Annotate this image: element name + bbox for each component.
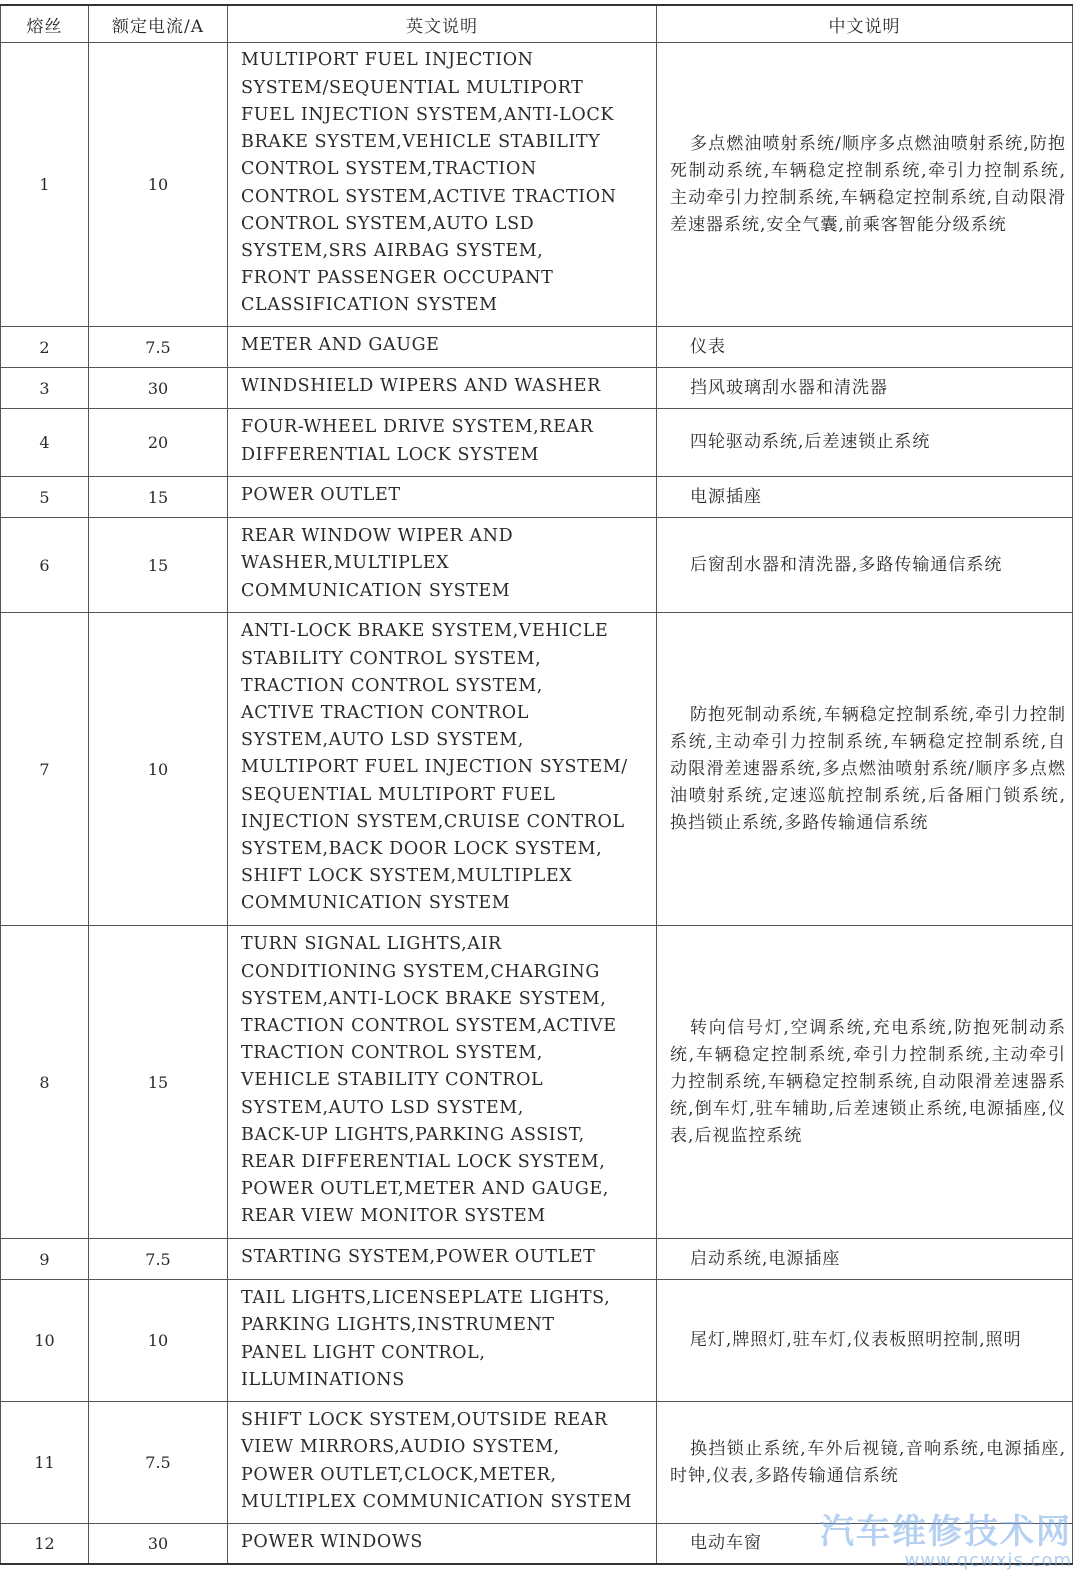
table-row [1, 368, 1073, 409]
current-cell: 10 [89, 43, 228, 327]
chinese-cell: 尾灯,牌照灯,驻车灯,仪表板照明控制,照明 [657, 1280, 1073, 1402]
english-cell: TAIL LIGHTS,LICENSEPLATE LIGHTS, PARKING LIGHTS,INSTRUMENT PANEL LIGHT CONTROL, ILLUMINATIONS [228, 1280, 657, 1402]
english-cell: STARTING SYSTEM,POWER OUTLET [228, 1239, 657, 1280]
watermark-title: 汽车维修技术网 [820, 1512, 1072, 1552]
current-cell: 7.5 [89, 1402, 228, 1524]
watermark-url: www.qcwxjs.com [904, 1550, 1072, 1571]
fuse-cell: 9 [1, 1239, 89, 1280]
current-cell: 15 [89, 477, 228, 518]
english-cell: MULTIPORT FUEL INJECTION SYSTEM/SEQUENTIAL MULTIPORT FUEL INJECTION SYSTEM,ANTI-LOCK BRAKE SYSTEM,VEHICLE STABILITY CONTROL SYSTEM,TRACTION CONTROL SYSTEM,ACTIVE TRACTION CONTROL SYSTEM,AUTO LSD SYSTEM,SRS AIRBAG SYSTEM, FRONT PASSENGER OCCUPANT CLASSIFICATION SYSTEM [228, 43, 657, 327]
table-row [1, 1402, 1073, 1524]
chinese-cell: 启动系统,电源插座 [657, 1239, 1073, 1280]
english-cell: WINDSHIELD WIPERS AND WASHER [228, 368, 657, 409]
fuse-cell: 8 [1, 926, 89, 1239]
fuse-cell: 2 [1, 327, 89, 368]
english-cell: POWER WINDOWS [228, 1524, 657, 1564]
chinese-cell: 电动车窗 [657, 1524, 1073, 1564]
current-cell: 30 [89, 368, 228, 409]
chinese-cell: 防抱死制动系统,车辆稳定控制系统,牵引力控制系统,主动牵引力控制系统,车辆稳定控制系统,自动限滑差速器系统,多点燃油喷射系统/顺序多点燃油喷射系统,定速巡航控制系统,后备厢门锁系统,换挡锁止系统,多路传输通信系统 [657, 613, 1073, 926]
current-cell: 7.5 [89, 327, 228, 368]
fuse-cell: 11 [1, 1402, 89, 1524]
fuse-cell: 12 [1, 1524, 89, 1564]
fuse-cell: 10 [1, 1280, 89, 1402]
current-cell: 20 [89, 409, 228, 477]
current-cell: 10 [89, 1280, 228, 1402]
header-chinese: 中文说明 [657, 5, 1073, 43]
table-row [1, 1239, 1073, 1280]
fuse-cell: 7 [1, 613, 89, 926]
chinese-cell: 后窗刮水器和清洗器,多路传输通信系统 [657, 518, 1073, 613]
english-cell: REAR WINDOW WIPER AND WASHER,MULTIPLEX COMMUNICATION SYSTEM [228, 518, 657, 613]
fuse-cell: 1 [1, 43, 89, 327]
chinese-cell: 四轮驱动系统,后差速锁止系统 [657, 409, 1073, 477]
current-cell: 15 [89, 518, 228, 613]
english-cell: FOUR-WHEEL DRIVE SYSTEM,REAR DIFFERENTIAL LOCK SYSTEM [228, 409, 657, 477]
english-cell: POWER OUTLET [228, 477, 657, 518]
chinese-cell: 电源插座 [657, 477, 1073, 518]
header-fuse: 熔丝 [1, 5, 89, 43]
table-header-row [1, 5, 1073, 43]
table-row [1, 43, 1073, 327]
fuse-cell: 6 [1, 518, 89, 613]
english-cell: TURN SIGNAL LIGHTS,AIR CONDITIONING SYSTEM,CHARGING SYSTEM,ANTI-LOCK BRAKE SYSTEM, TRACTION CONTROL SYSTEM,ACTIVE TRACTION CONTROL SYSTEM, VEHICLE STABILITY CONTROL SYSTEM,AUTO LSD SYSTEM, BACK-UP LIGHTS,PARKING ASSIST, REAR DIFFERENTIAL LOCK SYSTEM, POWER OUTLET,METER AND GAUGE, REAR VIEW MONITOR SYSTEM [228, 926, 657, 1239]
english-cell: METER AND GAUGE [228, 327, 657, 368]
chinese-cell: 挡风玻璃刮水器和清洗器 [657, 368, 1073, 409]
table-row [1, 926, 1073, 1239]
chinese-cell: 仪表 [657, 327, 1073, 368]
header-english: 英文说明 [228, 5, 657, 43]
table-row [1, 1280, 1073, 1402]
english-cell: SHIFT LOCK SYSTEM,OUTSIDE REAR VIEW MIRRORS,AUDIO SYSTEM, POWER OUTLET,CLOCK,METER, MULTIPLEX COMMUNICATION SYSTEM [228, 1402, 657, 1524]
chinese-cell: 转向信号灯,空调系统,充电系统,防抱死制动系统,车辆稳定控制系统,牵引力控制系统,主动牵引力控制系统,车辆稳定控制系统,自动限滑差速器系统,倒车灯,驻车辅助,后差速锁止系统,电源插座,仪表,后视监控系统 [657, 926, 1073, 1239]
chinese-cell: 多点燃油喷射系统/顺序多点燃油喷射系统,防抱死制动系统,车辆稳定控制系统,牵引力控制系统,主动牵引力控制系统,车辆稳定控制系统,自动限滑差速器系统,安全气囊,前乘客智能分级系统 [657, 43, 1073, 327]
current-cell: 7.5 [89, 1239, 228, 1280]
fuse-cell: 5 [1, 477, 89, 518]
chinese-cell: 换挡锁止系统,车外后视镜,音响系统,电源插座,时钟,仪表,多路传输通信系统 [657, 1402, 1073, 1524]
table-row [1, 518, 1073, 613]
current-cell: 10 [89, 613, 228, 926]
fuse-cell: 4 [1, 409, 89, 477]
current-cell: 15 [89, 926, 228, 1239]
english-cell: ANTI-LOCK BRAKE SYSTEM,VEHICLE STABILITY CONTROL SYSTEM, TRACTION CONTROL SYSTEM, ACTIVE TRACTION CONTROL SYSTEM,AUTO LSD SYSTEM, MULTIPORT FUEL INJECTION SYSTEM/ SEQUENTIAL MULTIPORT FUEL INJECTION SYSTEM,CRUISE CONTROL SYSTEM,BACK DOOR LOCK SYSTEM, SHIFT LOCK SYSTEM,MULTIPLEX COMMUNICATION SYSTEM [228, 613, 657, 926]
table-row [1, 1524, 1073, 1564]
table-row [1, 613, 1073, 926]
table-row [1, 477, 1073, 518]
header-current: 额定电流/A [89, 5, 228, 43]
current-cell: 30 [89, 1524, 228, 1564]
fuse-table [0, 4, 1073, 1565]
table-row [1, 409, 1073, 477]
fuse-cell: 3 [1, 368, 89, 409]
table-row [1, 327, 1073, 368]
